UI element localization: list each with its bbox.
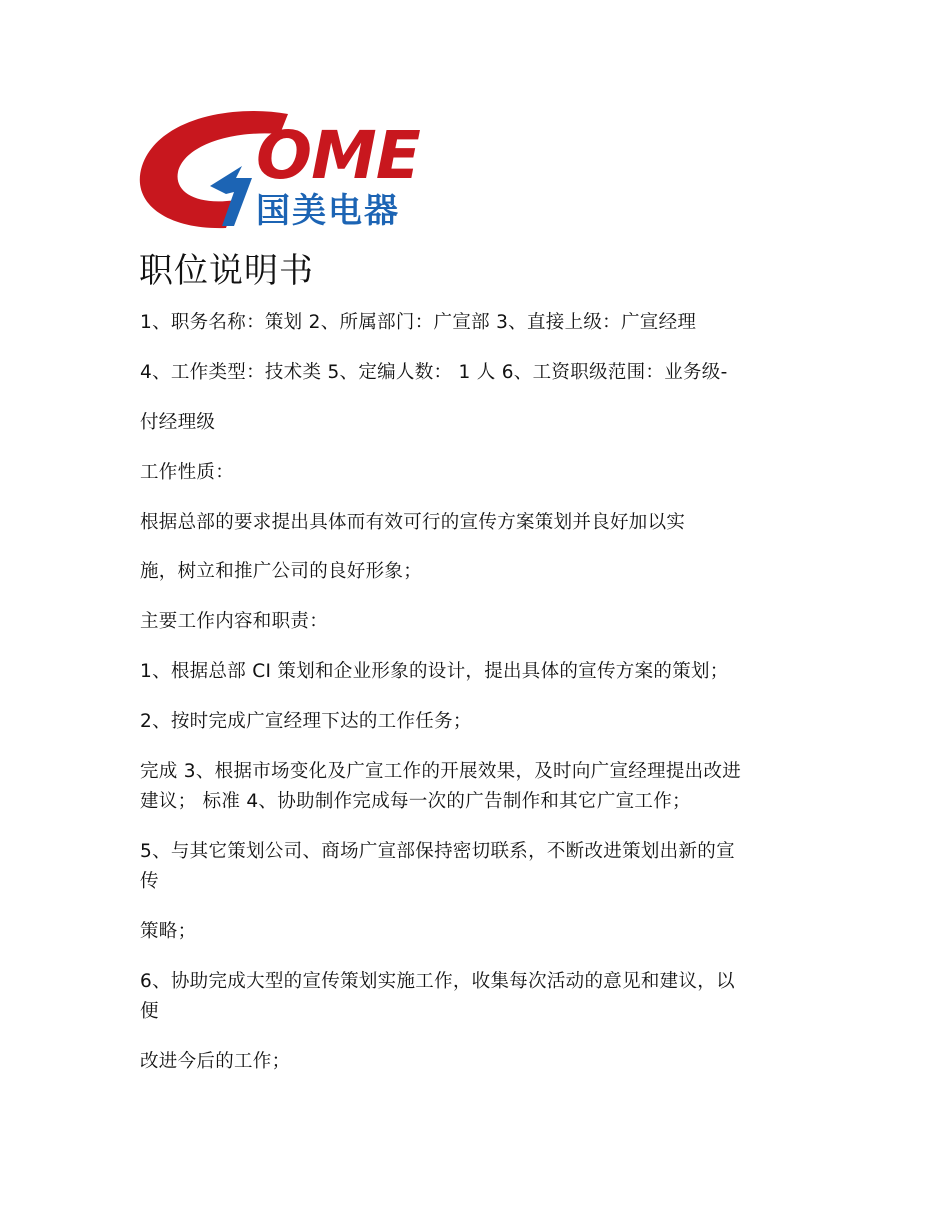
duty-item-5-end: 策略； <box>140 921 197 942</box>
duty-item-1: 1、根据总部 CI 策划和企业形象的设计，提出具体的宣传方案的策划； <box>140 661 729 682</box>
logo-chinese-name: 国美电器 <box>256 191 400 231</box>
job-basic-info-line-2: 4、工作类型：技术类 5、定编人数： 1 人 6、工资职级范围：业务级- <box>140 362 728 383</box>
duty-item-3: 完成 3、根据市场变化及广宣工作的开展效果，及时向广宣经理提出改进 <box>140 761 742 782</box>
work-nature-text-2: 施，树立和推广公司的良好形象； <box>140 561 423 582</box>
job-basic-info-line-1: 1、职务名称：策划 2、所属部门：广宣部 3、直接上级：广宣经理 <box>140 312 697 333</box>
logo-wordmark: OME <box>256 117 420 194</box>
gome-logo-graphic <box>138 108 434 234</box>
gome-logo <box>138 108 434 234</box>
document-title: 职位说明书 <box>139 251 314 291</box>
job-basic-info-line-3: 付经理级 <box>140 412 216 433</box>
duty-item-6: 6、协助完成大型的宣传策划实施工作，收集每次活动的意见和建议，以 <box>140 971 735 992</box>
duties-heading: 主要工作内容和职责： <box>140 611 329 632</box>
duty-item-6-cont: 便 <box>140 1001 159 1022</box>
work-nature-text-1: 根据总部的要求提出具体而有效可行的宣传方案策划并良好加以实 <box>140 512 686 533</box>
duty-item-3-4: 建议； 标准 4、协助制作完成每一次的广告制作和其它广宣工作； <box>140 791 691 812</box>
duty-item-2: 2、按时完成广宣经理下达的工作任务； <box>140 711 472 732</box>
duty-item-5: 5、与其它策划公司、商场广宣部保持密切联系，不断改进策划出新的宣 <box>140 841 735 862</box>
work-nature-heading: 工作性质： <box>140 462 235 483</box>
duty-item-6-end: 改进今后的工作； <box>140 1051 291 1072</box>
duty-item-5-cont: 传 <box>140 871 159 892</box>
